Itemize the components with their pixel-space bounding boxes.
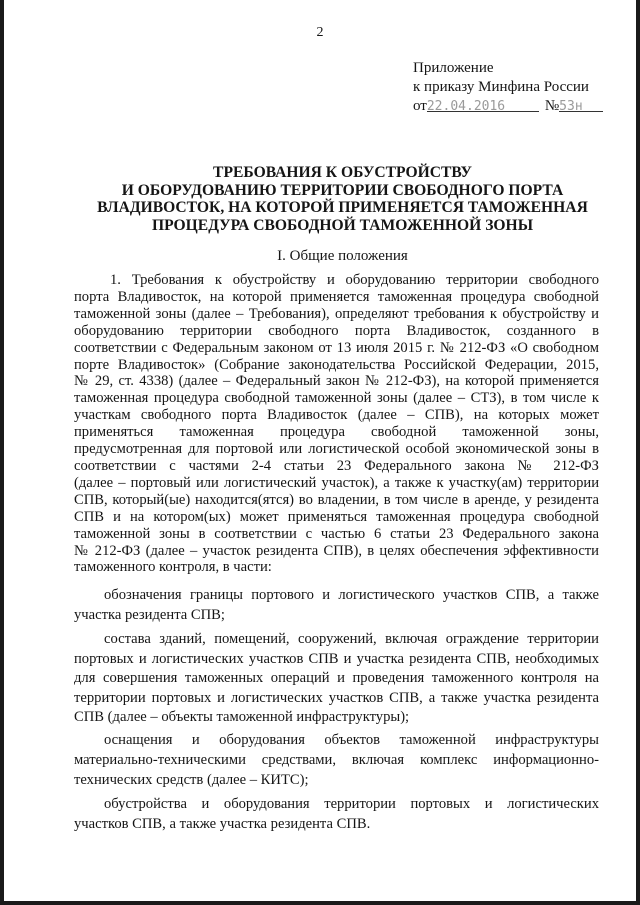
text-line: применяться таможенная процедура свободной таможенной зоны, [74,424,599,441]
text-line: предусмотренная для портовой или логистической особой экономической зоны в [74,441,599,458]
text-line: 1. Требования к обустройству и оборудованию территории свободного [110,272,599,288]
text-line: № 29, ст. 4338) (далее – Федеральный закон № 212-ФЗ), на которой применяется [74,373,599,390]
text-line: СПВ, который(ые) находится(ятся) во владении, в том числе в аренде, у резидента [74,491,599,508]
text-line: таможенного контроля, в части: [74,559,272,576]
text-line: № 212-ФЗ (далее – участок резидента СПВ), в целях обеспечения эффективности [74,542,599,559]
text-line: таможенная процедура свободной таможенной зоны (далее – СТЗ), в том числе к [74,390,599,407]
paragraph-5 [74,794,599,834]
text-line: для совершения таможенных операций и проведения таможенного контроля на [74,670,599,686]
text-line: таможенной зоны в соответствии с частью 6 статьи 23 Федерального закона [74,525,599,542]
handwritten-date: 22.04.2016 [426,99,506,114]
text-line: таможенной зоны (далее – Требования), определяют требования к обустройству и [74,305,599,322]
date-prefix: от [413,98,427,114]
title-line: ВЛАДИВОСТОК, НА КОТОРОЙ ПРИМЕНЯЕТСЯ ТАМОЖЕННАЯ [97,199,588,216]
document-title [60,164,625,234]
appendix-label: Приложение [413,60,494,76]
number-prefix: № [544,98,560,114]
handwritten-number: 53н [559,99,583,114]
text-line: оснащения и оборудования объектов таможенной инфраструктуры [104,732,599,748]
page-number: 2 [316,25,324,40]
title-line: ПРОЦЕДУРА СВОБОДНОЙ ТАМОЖЕННОЙ ЗОНЫ [151,216,534,234]
text-line: участка резидента СПВ; [74,607,225,623]
text-line: состава зданий, помещений, сооружений, включая ограждение территории [104,631,599,647]
text-line: обустройства и оборудования территории портовых и логистических [104,796,599,812]
scan-border-right [636,0,640,905]
text-line: (далее – портовый или логистический участок), а также к участку(ам) территории [74,474,599,491]
text-line: соответствии с Федеральным законом от 13 июля 2015 г. № 212-ФЗ «О свободном [74,339,599,356]
paragraph-2 [74,585,599,625]
paragraph-1 [74,272,599,576]
date-field [427,97,539,112]
text-line: участков СПВ, а также участка резидента СПВ. [74,816,371,832]
text-line: технических средств (далее – КИТС); [74,772,309,788]
title-line: ТРЕБОВАНИЯ К ОБУСТРОЙСТВУ [213,164,472,181]
paragraph-4 [74,730,599,790]
text-line: СПВ и на котором(ых) может применяться таможенная процедура свободной [74,508,599,525]
number-field [559,97,603,112]
text-line: участкам свободного порта Владивосток (далее – СПВ), на которых может [74,407,599,424]
text-line: СПВ (далее – объекты таможенной инфраструктуры); [74,709,410,725]
text-line: оборудованию территории свободного порта Владивосток, созданного в [74,322,599,339]
appendix-block [413,59,603,116]
title-line: И ОБОРУДОВАНИЮ ТЕРРИТОРИИ СВОБОДНОГО ПОРТА [121,181,564,199]
text-line: обозначения границы портового и логистического участков СПВ, а также [104,587,599,603]
text-line: порта Владивосток, на которой применяется таможенная процедура свободной [74,288,599,305]
text-line: портовых и логистических участков СПВ и участка резидента СПВ, необходимых [74,650,599,667]
paragraph-3 [74,630,599,728]
appendix-order-reference: к приказу Минфина России [413,79,589,95]
text-line: порте Владивосток» (Собрание законодательства Российской Федерации, 2015, [74,356,599,373]
text-line: территории портовых и логистических участков СПВ, а также участка резидента [74,689,599,706]
appendix-date-number-line [413,97,603,116]
section-heading: I. Общие положения [277,248,408,264]
text-line: соответствии с частями 2-4 статьи 23 Федерального закона № 212-ФЗ [74,457,599,474]
scan-border-left [0,0,4,905]
scan-border-bottom [0,901,640,905]
text-line: материально-техническими средствами, включая комплекс информационно- [74,752,599,768]
